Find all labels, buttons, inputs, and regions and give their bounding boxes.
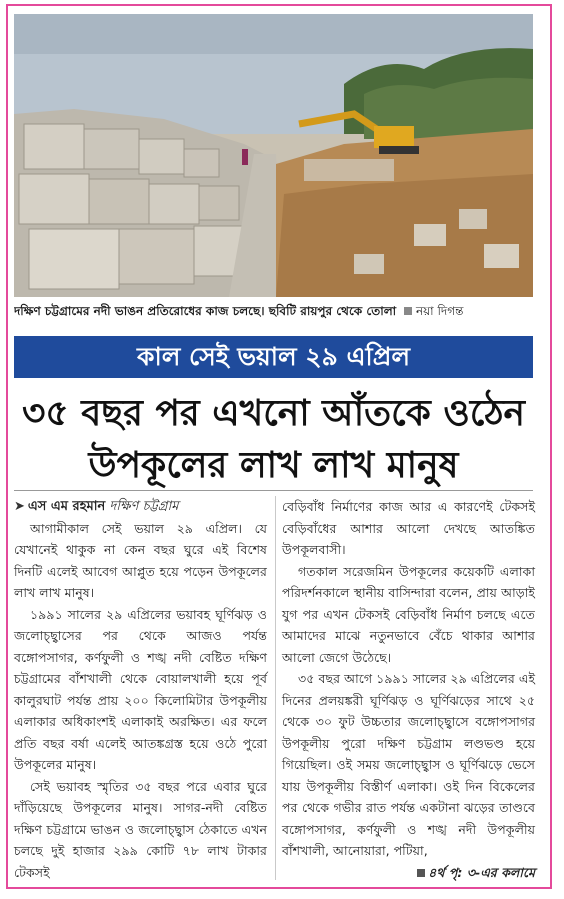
- jump-text: ৪র্থ পৃ: ৩-এর কলামে: [428, 864, 535, 880]
- caption-credit: নয়া দিগন্ত: [415, 304, 464, 318]
- column-divider: [275, 496, 276, 880]
- caption-text: দক্ষিণ চট্টগ্রামের নদী ভাঙন প্রতিরোধের কাজ চলছে। ছবিটি রায়পুর থেকে তোলা: [14, 304, 397, 318]
- kicker-text: কাল সেই ভয়াল ২৯ এপ্রিল: [136, 342, 410, 371]
- square-icon: [404, 307, 412, 315]
- article-column-right: [282, 496, 535, 883]
- article-column-left: [14, 496, 267, 883]
- article-paragraph: সেই ভয়াবহ স্মৃতির ৩৫ বছর পরে এবার ঘুরে দাঁড়িয়েছে উপকূলের মানুষ। সাগর-নদী বেষ্টিত দক্ষিণ চট্টগ্রামে ভাঙন ও জলোচ্ছ্বাস ঠেকাতে এখন চলছে দুই হাজার ২৯৯ কোটি ৭৮ লাখ টাকার টেকসই: [14, 778, 267, 880]
- byline-name: এস এম রহমান: [27, 499, 106, 514]
- photo-caption: [14, 301, 533, 321]
- headline-line-2: উপকূলের লাখ লাখ মানুষ: [88, 445, 459, 486]
- kicker-banner: [14, 336, 533, 378]
- right-arrow-icon: ➤: [14, 499, 25, 514]
- headline: [14, 388, 533, 492]
- news-photo: [14, 14, 533, 297]
- square-icon: [417, 869, 425, 877]
- byline: [14, 496, 267, 518]
- jump-line: [282, 862, 535, 884]
- headline-rule: [14, 490, 533, 491]
- article-paragraph: ১৯৯১ সালের ২৯ এপ্রিলের ভয়াবহ ঘূর্ণিঝড় ও জলোচ্ছ্বাসের পর থেকে আজও পর্যন্ত বঙ্গোপসাগর, কর্ণফুলী ও শঙ্খ নদী বেষ্টিত দক্ষিণ চট্টগ্রামের বাঁশখালী থেকে বোয়ালখালী হয়ে পূর্ব কালুরঘাট পর্যন্ত প্রায় ২০০ কিলোমিটার উপকূলীয় এলাকার অধিকাংশই এলাকাই অরক্ষিত। এর ফলে প্রতি বছর বর্ষা এলেই আতঙ্কগ্রস্ত হয়ে ওঠে পুরো উপকূলের মানুষ।: [14, 606, 267, 772]
- article-paragraph: গতকাল সরেজমিন উপকূলের কয়েকটি এলাকা পরিদর্শনকালে স্থানীয় বাসিন্দারা বলেন, প্রায় আড়াই যুগ পর এখন টেকসই বেড়িবাঁধ নির্মাণ চলছে এতে আমাদের মাঝে নতুনভাবে বেঁচে থাকার আশার আলো জেগে উঠেছে।: [282, 563, 535, 665]
- headline-line-1: ৩৫ বছর পর এখনো আঁতকে ওঠেন: [21, 393, 526, 434]
- article-paragraph: আগামীকাল সেই ভয়াল ২৯ এপ্রিল। যে যেখানেই থাকুক না কেন বছর ঘুরে এই বিশেষ দিনটি এলেই আবেগ আপ্লুত হয়ে পড়েন উপকূলের লাখ লাখ মানুষ।: [14, 520, 267, 600]
- embankment-photo-illustration: [14, 14, 533, 297]
- jump-reference: [417, 865, 535, 880]
- article-continuation: বেড়িবাঁধ নির্মাণের কাজ আর এ কারণেই টেকসই বেড়িবাঁধের আশার আলো দেখছে আতঙ্কিত উপকূলবাসী।: [282, 499, 535, 557]
- byline-place: দক্ষিণ চট্টগ্রাম: [109, 499, 179, 514]
- article-paragraph: ৩৫ বছর আগে ১৯৯১ সালের ২৯ এপ্রিলের এই দিনের প্রলয়ঙ্করী ঘূর্ণিঝড় ও ঘূর্ণিঝড়ের সাথে ২৫ থেকে ৩০ ফুট উচ্চতার জলোচ্ছ্বাসে বঙ্গোপসাগর উপকূলীয় পুরো দক্ষিণ চট্টগ্রাম লণ্ডভণ্ড হয়ে গিয়েছিল। ওই সময় জলোচ্ছ্বাস ও ঘূর্ণিঝড়ে ভেসে যায় উপকূলীয় বিস্তীর্ণ এলাকা। ওই দিন বিকেলের পর থেকে গভীর রাত পর্যন্ত একটানা ঝড়ের তাণ্ডবে বঙ্গোপসাগর, কর্ণফুলী ও শঙ্খ নদী উপকূলীয় বাঁশখালী, আনোয়ারা, পটিয়া,: [282, 671, 535, 858]
